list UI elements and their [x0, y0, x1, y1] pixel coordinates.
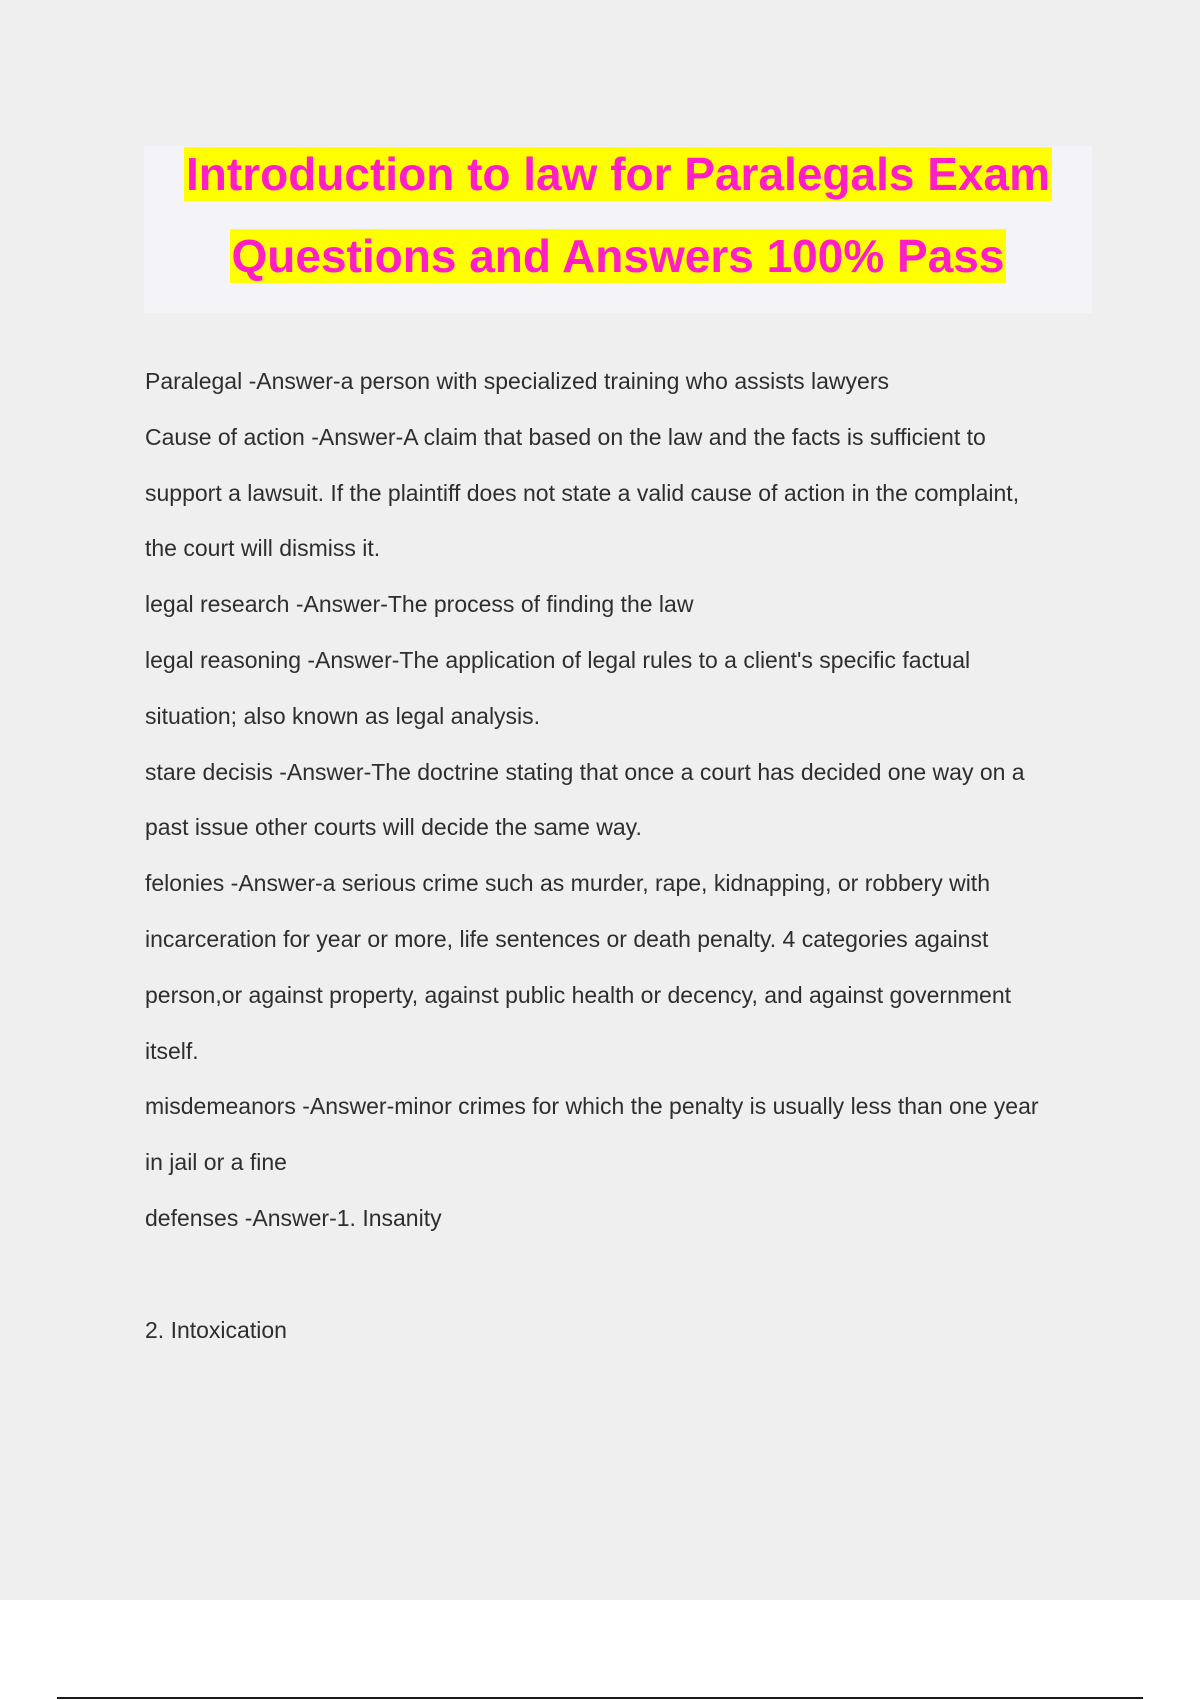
text-line: situation; also known as legal analysis.: [145, 702, 541, 729]
title-row-1: [144, 147, 1092, 201]
title-block: [144, 146, 1092, 313]
text-line: felonies -Answer-a serious crime such as murder, rape, kidnapping, or robbery with: [145, 870, 990, 897]
text-line: person,or against property, against public health or decency, and against government: [145, 981, 1012, 1008]
text-line: misdemeanors -Answer-minor crimes for which the penalty is usually less than one year: [145, 1093, 1039, 1120]
qa-body: [145, 354, 1095, 1358]
text-line: Paralegal -Answer-a person with specialized training who assists lawyers: [145, 368, 889, 394]
text-line: in jail or a fine: [145, 1149, 287, 1176]
text-line: support a lawsuit. If the plaintiff does not state a valid cause of action in the complaint,: [145, 479, 1020, 506]
text-line: legal research -Answer-The process of finding the law: [145, 591, 694, 618]
text-line: stare decisis -Answer-The doctrine stating that once a court has decided one way on a: [145, 758, 1025, 785]
blank-line: [145, 1247, 1095, 1303]
title-row-2: [144, 229, 1092, 283]
page-title-line-2: Questions and Answers 100% Pass: [231, 230, 1005, 282]
text-line: Cause of action -Answer-A claim that based on the law and the facts is sufficient to: [145, 423, 986, 450]
text-line: incarceration for year or more, life sentences or death penalty. 4 categories against: [145, 925, 989, 952]
page-title-line-1: Introduction to law for Paralegals Exam: [186, 148, 1050, 200]
text-line: itself.: [145, 1037, 199, 1064]
text-line: defenses -Answer-1. Insanity: [145, 1204, 442, 1231]
footer-divider: [57, 1697, 1143, 1699]
text-line: the court will dismiss it.: [145, 535, 381, 562]
text-line: 2. Intoxication: [145, 1316, 287, 1343]
text-line: past issue other courts will decide the same way.: [145, 814, 642, 841]
text-line: legal reasoning -Answer-The application of legal rules to a client's specific factual: [145, 646, 971, 673]
